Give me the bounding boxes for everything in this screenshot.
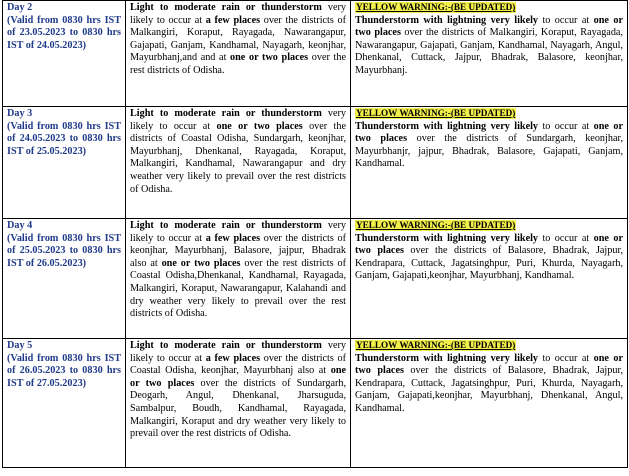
day-cell <box>3 339 126 468</box>
warning-text: over the districts of Malkangiri, Koraput, Rayagada, Nawarangapur, Gajapati, Ganjam, Kandhamal, Nayagarh, Angul, Dhenkanal, Cuttack, Jajpur, Bhadrak, Balasore, keonjhar, Mayurbhanj. <box>355 27 623 76</box>
forecast-lead: Light to moderate rain or thunderstorm <box>130 2 322 13</box>
forecast-text: very likely to occur at <box>130 340 346 364</box>
validity-period: (Valid from 0830 hrs IST of 26.05.2023 to 0830 hrs IST of 27.05.2023) <box>7 352 121 389</box>
warning-lead: Thunderstorm with lightning very likely <box>355 232 539 244</box>
warning-text: over the districts of Balasore, Bhadrak, Jajpur, Kendrapara, Cuttack, Jagatsinghpur, Puri, Khurda, Nayagarh, Ganjam, Gajapati,keonjhar, Mayurbhanj, Kandhamal. <box>355 245 623 282</box>
warning-keyword: one or two places <box>355 352 623 377</box>
forecast-text: over the rest districts of Coastal Odisha,Dhenkanal, Kandhamal, Rayagada, Malkangiri, Koraput, Nawarangapur, Kalahandi and dry weather very likely to prevail over the rest districts of Odisha. <box>130 257 346 320</box>
forecast-text: over the districts of Coastal Odisha, Sundargarh, keonjhar, Mayurbhanj, Dhenkanal, Rayagada, Koraput, Malkangiri, Kandhamal, Nawarangapur and dry weather very likely to prevail over the rest districts of Odisha. <box>130 120 346 195</box>
yellow-warning-banner: YELLOW WARNING:-(BE UPDATED) <box>356 2 516 12</box>
day-label: Day 3 <box>7 108 33 119</box>
warning-keyword: one or two places <box>355 120 623 145</box>
forecast-keyword: a few places <box>205 352 261 364</box>
forecast-lead: Light to moderate rain or thunderstorm <box>130 340 322 351</box>
forecast-keyword: one or two places <box>216 120 303 132</box>
day-label: Day 2 <box>7 2 33 13</box>
warning-lead: Thunderstorm with lightning very likely <box>355 14 539 26</box>
forecast-text: very likely to occur at <box>130 220 346 244</box>
forecast-cell <box>126 1 351 107</box>
validity-period: (Valid from 0830 hrs IST of 23.05.2023 to 0830 hrs IST of 24.05.2023) <box>7 14 121 51</box>
warning-cell <box>351 107 628 219</box>
yellow-warning-banner: YELLOW WARNING:-(BE UPDATED) <box>356 108 516 118</box>
forecast-lead: Light to moderate rain or thunderstorm <box>130 220 322 231</box>
table-row <box>3 219 628 339</box>
warning-cell <box>351 219 628 339</box>
warning-text: to occur at <box>538 352 594 364</box>
warning-text: over the districts of Balasore, Bhadrak, Jajpur, Kendrapara, Cuttack, Jagatsinghpur, Puri, Khurda, Nayagarh, Ganjam, Gajapati,keonjhar, Mayurbhanj, Dhenkanal, Angul, Kandhamal. <box>355 365 623 414</box>
forecast-text: very likely to occur at <box>130 2 346 26</box>
day-cell <box>3 1 126 107</box>
forecast-text: very likely to occur at <box>130 108 346 132</box>
validity-period: (Valid from 0830 hrs IST of 24.05.2023 to 0830 hrs IST of 25.05.2023) <box>7 120 121 157</box>
warning-text: to occur at <box>538 120 594 132</box>
warning-text: to occur at <box>538 232 594 244</box>
forecast-keyword: one or two places <box>161 257 241 269</box>
warning-text: to occur at <box>538 14 594 26</box>
forecast-text: over the districts of Sundargarh, Deogarh, Angul, Dhenkanal, Jharsuguda, Sambalpur, Boudh, Kandhamal, Rayagada, Malkangiri, Koraput and dry weather very likely to prevail over the rest districts of Odisha. <box>130 377 347 440</box>
table-row <box>3 107 628 219</box>
warning-lead: Thunderstorm with lightning very likely <box>355 352 539 364</box>
forecast-text: over the rest districts of Odisha. <box>130 52 346 76</box>
forecast-cell <box>126 219 351 339</box>
warning-lead: Thunderstorm with lightning very likely <box>355 120 539 132</box>
forecast-keyword: one or two places <box>230 52 309 64</box>
warning-cell <box>351 339 628 468</box>
warning-keyword: one or two places <box>355 232 623 257</box>
forecast-cell <box>126 107 351 219</box>
table-row <box>3 1 628 107</box>
forecast-lead: Light to moderate rain or thunderstorm <box>130 108 322 119</box>
day-cell <box>3 219 126 339</box>
forecast-text: over the districts of keonjhar, Mayurbhanj, Balasore, jajpur, Bhadrak also at <box>130 232 347 269</box>
yellow-warning-banner: YELLOW WARNING:-(BE UPDATED) <box>356 220 516 230</box>
forecast-table <box>2 0 628 468</box>
warning-text: over the districts of Sundargarh, keonjhar, Mayurbhanjr, jajpur, Bhadrak, Balasore, Gajapati, Ganjam, Kandhamal. <box>355 133 623 170</box>
yellow-warning-banner: YELLOW WARNING:-(BE UPDATED) <box>356 340 516 350</box>
day-label: Day 5 <box>7 340 33 351</box>
forecast-keyword: a few places <box>205 14 261 26</box>
forecast-keyword: a few places <box>205 232 261 244</box>
day-cell <box>3 107 126 219</box>
warning-keyword: one or two places <box>355 14 623 39</box>
forecast-cell <box>126 339 351 468</box>
forecast-keyword: one or two places <box>130 365 346 389</box>
validity-period: (Valid from 0830 hrs IST of 25.05.2023 to 0830 hrs IST of 26.05.2023) <box>7 232 121 269</box>
warning-cell <box>351 1 628 107</box>
table-row <box>3 339 628 468</box>
forecast-text: over the districts of Coastal Odisha, keonjhar, Mayurbhanj also at <box>130 352 347 377</box>
day-label: Day 4 <box>7 220 33 231</box>
forecast-text: over the districts of Malkangiri, Koraput, Rayagada, Nawarangapur, Gajapati, Ganjam, Kandhamal, Nayagarh, keonjhar, Mayurbhanj,and and at <box>130 14 347 64</box>
